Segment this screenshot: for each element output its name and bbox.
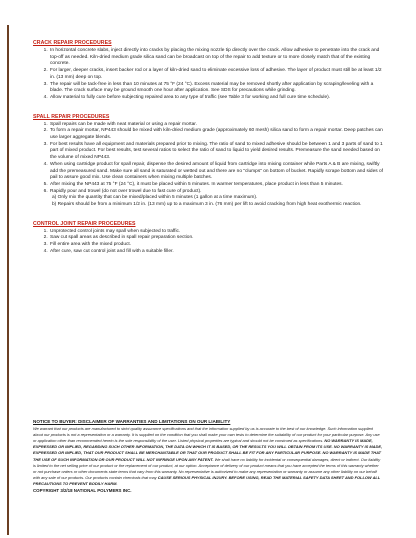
list-item: [49, 189, 385, 209]
document-body: [33, 40, 385, 268]
disclaimer-safety-caps: CAUSE SERIOUS PHYSICAL INJURY. BEFORE USING, READ THE MATERIAL SAFETY DATA SHEET AND FOLLOW ALL PRECAUTIONS TO PREVENT BODILY HARM.: [33, 475, 381, 487]
list-item: 1. In horizontal concrete slabs, inject directly into cracks by placing the mixing nozzle tip directly over the crack. Allow adhesive to penetrate into the crack and top-off as needed. Kiln-dried medium grade silica sand can be broadcast on top of the repair to add texture or to more closely match that of the existing concrete.: [49, 48, 385, 68]
list-item: 4. After cure, saw cut control joint and fill with a suitable filler.: [49, 249, 385, 256]
list-item: 3. The repair will be tack-free in less than 10 minutes at 75 °F (24 °C). Excess material may be removed shortly after application by scraping/leveling with a blade. The crack surface may be ground smooth one hour after application. See SDS for precautions while grinding.: [49, 82, 385, 95]
disclaimer-warranty-caps: NO WARRANTY IS MADE, EXPRESSED OR IMPLIED, REGARDING SUCH OTHER INFORMATION, THE DATA ON WHICH IT IS BASED, OR THE RESULTS YOU WILL OBTAIN FROM ITS USE. NO WARRANTY IS MADE, EXPRESSED OR IMPLIED, THAT OUR PRODUCT SHALL BE MERCHANTABLE OR THAT OUR PRODUCT SHALL BE FIT FOR ANY PARTICULAR PURPOSE. NO WARRANTY IS MADE THAT THE USE OF SUCH INFORMATION OR OUR PRODUCT WILL NOT INFRINGE UPON ANY PATENT.: [33, 437, 383, 462]
disclaimer-text-part: We shall have no liability for incidental or consequential damages, direct or indirect. Our liability is limited to the net selling price of our product or the replacement of our product, at our option. Acceptance of delivery of our product means that you have accepted the terms of this warranty whether or not purchase orders or other documents state terms that vary from this warranty. No representative is authorized to make any representation or warranty or assume any other liability on our behalf with any sale of our products. Our products contain chemicals that may: [33, 456, 381, 481]
spall-repair-heading: SPALL REPAIR PROCEDURES: [33, 113, 110, 120]
spall-repair-list: [33, 122, 385, 209]
sub-item: a) Only mix the quantity that can be mixed/placed within 5 minutes (1 gallon at a time maximum).: [52, 195, 258, 201]
list-item: 4. When using cartridge product for spall repair, dispense the desired amount of liquid from cartridge into mixing container while Parts A & B are mixing, swiftly add the premeasured sand. Make sure all sand is saturated or wetted out and there are no "clumps" on bottom of bucket. Rapidly scrape bottom and sides of pail to assure good mix. Use clean containers when mixing multiple batches.: [49, 162, 385, 182]
list-item: 3. For best results have all equipment and materials prepared prior to mixing. The ratio of sand to mixed adhesive should be between 1 and 3 parts of sand to 1 part of mixed product. For best results, test several ratios to select the ratio of sand to liquid to yield desired results. Premeasure the sand needed based on the volume of mixed NP443.: [49, 142, 385, 162]
list-item: 2. To form a repair mortar, NP443 should be mixed with kiln-dried medium grade (approximately 60 mesh) silica sand to form a repair mortar. Deep patches can use larger aggregate blends.: [49, 128, 385, 141]
list-item: 1. Spall repairs can be made with neat material or using a repair mortar.: [49, 122, 385, 129]
disclaimer-title: NOTICE TO BUYER: DISCLAIMER OF WARRANTIES AND LIMITATIONS ON OUR LIABILITY: [33, 419, 231, 424]
list-item: 2. Saw cut spall areas as described in spall repair preparation section.: [49, 235, 385, 242]
list-item: 4. Allow material to fully cure before subjecting repaired area to any type of traffic (see Table 3 for working and full cure time schedule).: [49, 95, 385, 102]
disclaimer-section: [33, 419, 383, 494]
list-item: 1. Unprotected control joints may spall when subjected to traffic.: [49, 229, 385, 236]
list-item: 2. For larger, deeper cracks, insert backer rod or a layer of kiln-dried sand to eliminate excessive loss of adhesive. The layer of product must still be at least 1/2 in. (13 mm) deep on top.: [49, 68, 385, 81]
control-joint-heading: CONTROL JOINT REPAIR PROCEDURES: [33, 220, 136, 227]
list-item: 3. Fill entire area with the mixed product.: [49, 242, 385, 249]
copyright-notice: COPYRIGHT 3/2/18 NATIONAL POLYMERS INC.: [33, 487, 132, 493]
crack-repair-list: [33, 48, 385, 102]
control-joint-list: [33, 229, 385, 256]
disclaimer-text: [33, 426, 383, 488]
crack-repair-heading: CRACK REPAIR PROCEDURES: [33, 40, 112, 46]
sub-item: b) Repairs should be from a minimum 1/2 in. (13 mm) up to a maximum 3 in. (76 mm) per lift to avoid cracking from high heat exothermic reaction.: [52, 202, 362, 208]
list-item-text: Rapidly pour and trowel (do not over trowel due to fast cure of product).: [50, 188, 202, 194]
disclaimer-text-part: We warrant that our products are manufactured to strict quality assurance specifications and that the information supplied by us is accurate to the best of our knowledge. Such information supplied about our products is not a representation or a warranty. It is supplied on the condition that you shall make your own tests to determine the suitability of our product for your particular purpose. Any use or application other than recommended herein is the sole responsibility of the user. Listed physical properties are typical and should not be construed as specifications.: [33, 425, 380, 443]
list-item: 5. After mixing the NP443 at 75 °F (24 °C), it must be placed within 5 minutes. In warmer temperatures, place product in less than 5 minutes.: [49, 182, 385, 189]
page-border-bar: [7, 25, 9, 535]
